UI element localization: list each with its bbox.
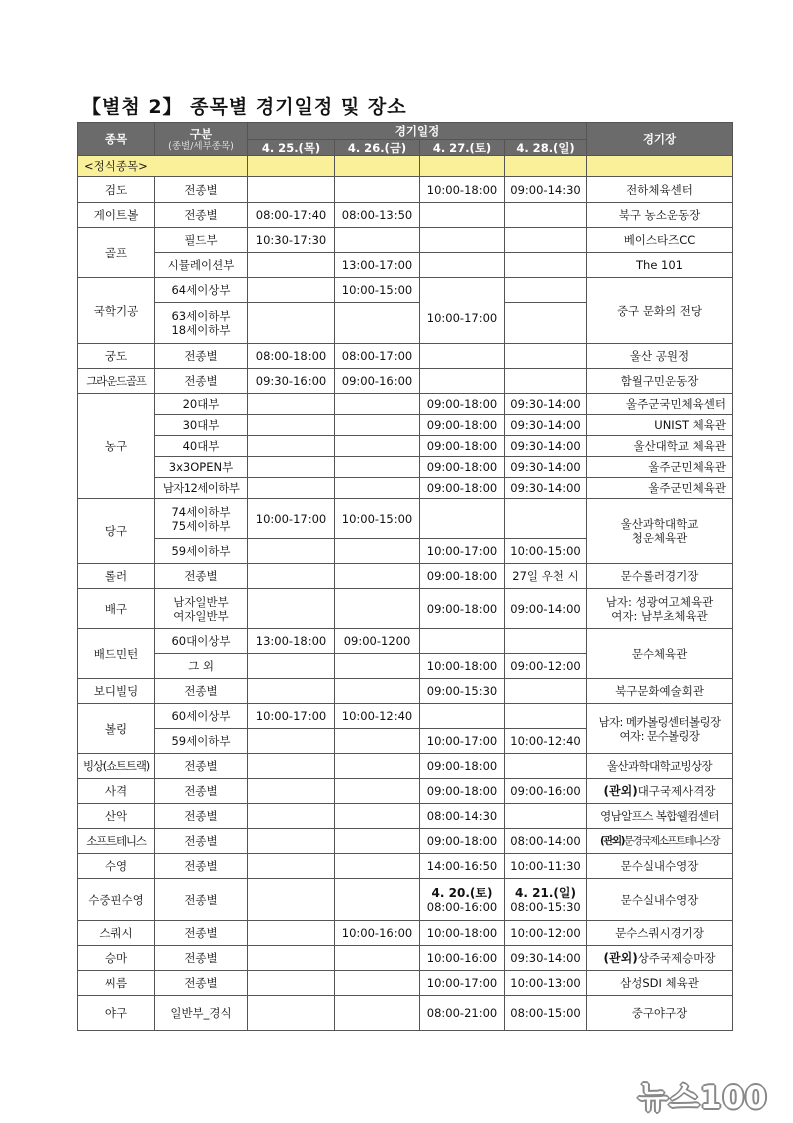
division: 전종별 <box>155 946 248 971</box>
table-row <box>78 629 733 654</box>
venue <box>587 946 733 971</box>
schedule-cell: 09:00-18:00 <box>420 415 505 436</box>
table-row <box>78 344 733 369</box>
category-label: <정식종목> <box>78 156 248 177</box>
schedule-cell: 09:00-18:00 <box>420 779 505 804</box>
division: 그 외 <box>155 654 248 679</box>
schedule-cell: 09:00-14:30 <box>505 177 587 203</box>
schedule-time: 08:00-16:00 <box>426 899 498 914</box>
table-row <box>78 278 733 303</box>
venue: 울주군민체육관 <box>587 478 733 499</box>
schedule-cell: 10:00-18:00 <box>420 921 505 946</box>
venue-line: 여자: 문수볼링장 <box>619 728 700 743</box>
division-line: 74세이하부 <box>171 504 231 519</box>
schedule-cell: 08:00-13:50 <box>335 203 420 228</box>
division: 시뮬레이션부 <box>155 253 248 278</box>
schedule-cell: 10:00-17:00 <box>248 499 335 539</box>
division-line: 75세이하부 <box>171 518 231 533</box>
division: 60대이상부 <box>155 629 248 654</box>
schedule-cell: 08:00-14:00 <box>505 829 587 854</box>
division: 64세이상부 <box>155 278 248 303</box>
schedule-cell: 10:00-18:00 <box>420 654 505 679</box>
schedule-cell: 10:00-16:00 <box>335 921 420 946</box>
venue <box>587 829 733 854</box>
event-name: 야구 <box>78 996 155 1031</box>
division: 전종별 <box>155 344 248 369</box>
event-name: 산악 <box>78 804 155 829</box>
schedule-cell: 13:00-18:00 <box>248 629 335 654</box>
event-name: 골프 <box>78 228 155 278</box>
venue: 문수체육관 <box>587 629 733 679</box>
venue-tag: (관외) <box>603 951 638 965</box>
schedule-cell: 09:00-18:00 <box>420 478 505 499</box>
schedule-cell: 08:00-21:00 <box>420 996 505 1031</box>
schedule-cell: 10:00-17:00 <box>420 539 505 564</box>
division: 남자12세이하부 <box>155 478 248 499</box>
schedule-time: 08:00-15:30 <box>510 899 581 914</box>
table-row <box>78 369 733 394</box>
schedule-date: 4. 20.(토) <box>431 885 493 900</box>
venue: 문수실내수영장 <box>587 854 733 879</box>
table-row <box>78 704 733 729</box>
division: 60세이상부 <box>155 704 248 729</box>
venue-line: 울산과학대학교 <box>620 517 699 531</box>
schedule-cell: 10:00-13:00 <box>505 971 587 996</box>
venue <box>587 704 733 754</box>
event-name: 수영 <box>78 854 155 879</box>
division: 전종별 <box>155 854 248 879</box>
watermark-logo: 뉴스100 <box>638 1080 768 1116</box>
schedule-cell: 10:00-17:00 <box>248 704 335 729</box>
schedule-cell: 10:00-18:00 <box>420 177 505 203</box>
schedule-cell: 09:00-16:00 <box>505 779 587 804</box>
event-name: 보디빌딩 <box>78 679 155 704</box>
schedule-table <box>77 122 733 1031</box>
event-name: 당구 <box>78 499 155 564</box>
schedule-cell: 09:00-18:00 <box>420 436 505 457</box>
event-name: 배구 <box>78 589 155 629</box>
venue <box>587 779 733 804</box>
venue: 전하체육센터 <box>587 177 733 203</box>
division-line: 63세이하부 <box>171 309 231 323</box>
division: 전종별 <box>155 921 248 946</box>
table-row <box>78 946 733 971</box>
division <box>155 303 248 344</box>
schedule-cell: 10:00-15:00 <box>335 499 420 539</box>
table-row <box>78 228 733 253</box>
venue: 삼성SDI 체육관 <box>587 971 733 996</box>
schedule-cell: 08:00-15:00 <box>505 996 587 1031</box>
venue: 울산 공원정 <box>587 344 733 369</box>
event-name: 농구 <box>78 394 155 499</box>
schedule-cell: 09:00-12:00 <box>505 654 587 679</box>
venue: 베이스타즈CC <box>587 228 733 253</box>
division: 전종별 <box>155 369 248 394</box>
table-row <box>78 457 733 478</box>
venue <box>587 499 733 564</box>
venue-name: 상주국제승마장 <box>637 951 716 965</box>
schedule-cell: 14:00-16:50 <box>420 854 505 879</box>
event-name: 승마 <box>78 946 155 971</box>
venue: 중구 문화의 전당 <box>587 278 733 344</box>
division: 전종별 <box>155 879 248 921</box>
venue: 문수실내수영장 <box>587 879 733 921</box>
event-name: 씨름 <box>78 971 155 996</box>
table-row <box>78 499 733 539</box>
division: 59세이하부 <box>155 729 248 754</box>
header-division-label: 구분 <box>189 126 213 141</box>
schedule-cell: 27일 우천 시 <box>505 564 587 589</box>
venue: 북구 농소운동장 <box>587 203 733 228</box>
schedule-cell: 09:00-1200 <box>335 629 420 654</box>
schedule-cell: 09:30-14:00 <box>505 415 587 436</box>
table-row <box>78 779 733 804</box>
schedule-cell: 10:00-17:00 <box>420 971 505 996</box>
division: 전종별 <box>155 203 248 228</box>
schedule-cell: 10:00-11:30 <box>505 854 587 879</box>
table-row <box>78 996 733 1031</box>
schedule-cell: 10:00-17:00 <box>420 278 505 344</box>
venue-tag: (관외) <box>603 784 638 798</box>
division: 20대부 <box>155 394 248 415</box>
schedule-cell: 13:00-17:00 <box>335 253 420 278</box>
event-name: 게이트볼 <box>78 203 155 228</box>
schedule-cell: 09:00-16:00 <box>335 369 420 394</box>
table-row <box>78 879 733 921</box>
division: 30대부 <box>155 415 248 436</box>
table-row <box>78 854 733 879</box>
division: 전종별 <box>155 564 248 589</box>
division <box>155 589 248 629</box>
schedule-cell: 09:00-18:00 <box>420 829 505 854</box>
schedule-cell: 09:00-18:00 <box>420 589 505 629</box>
venue <box>587 589 733 629</box>
division-line: 여자일반부 <box>173 608 229 623</box>
event-name: 배드민턴 <box>78 629 155 679</box>
venue: 울산대학교 체육관 <box>587 436 733 457</box>
schedule-cell: 09:30-14:00 <box>505 436 587 457</box>
division: 59세이하부 <box>155 539 248 564</box>
event-name: 수중핀수영 <box>78 879 155 921</box>
venue-line: 남자: 성광여고체육관 <box>605 594 714 609</box>
venue: 문수스쿼시경기장 <box>587 921 733 946</box>
schedule-cell: 09:30-14:00 <box>505 457 587 478</box>
division: 필드부 <box>155 228 248 253</box>
schedule-cell: 08:00-18:00 <box>248 344 335 369</box>
table-row <box>78 394 733 415</box>
schedule-cell: 10:30-17:30 <box>248 228 335 253</box>
venue-name: 대구국제사격장 <box>637 784 716 798</box>
schedule-cell: 10:00-12:00 <box>505 921 587 946</box>
table-row <box>78 177 733 203</box>
division <box>155 499 248 539</box>
schedule-cell: 09:30-14:00 <box>505 478 587 499</box>
venue-line: 여자: 남부초체육관 <box>611 608 708 623</box>
event-name: 볼링 <box>78 704 155 754</box>
schedule-cell: 10:00-17:00 <box>420 729 505 754</box>
table-row <box>78 253 733 278</box>
schedule-cell: 08:00-14:30 <box>420 804 505 829</box>
venue: 울산과학대학교빙상장 <box>587 754 733 779</box>
division: 40대부 <box>155 436 248 457</box>
division: 일반부_경식 <box>155 996 248 1031</box>
division: 전종별 <box>155 829 248 854</box>
venue: 영남알프스 복합웰컴센터 <box>587 804 733 829</box>
table-row <box>78 804 733 829</box>
venue-tag: (관외) <box>600 835 624 847</box>
venue: 문수롤러경기장 <box>587 564 733 589</box>
event-name: 검도 <box>78 177 155 203</box>
schedule-cell: 09:00-18:00 <box>420 394 505 415</box>
venue-line: 청운체육관 <box>631 531 688 545</box>
schedule-cell: 09:30-14:00 <box>505 394 587 415</box>
table-row <box>78 679 733 704</box>
schedule-cell: 10:00-15:00 <box>505 539 587 564</box>
schedule-cell: 08:00-17:00 <box>335 344 420 369</box>
header-event: 종목 <box>78 123 155 156</box>
event-name: 빙상(쇼트트랙) <box>78 754 155 779</box>
venue: 중구야구장 <box>587 996 733 1031</box>
schedule-cell: 09:30-14:00 <box>505 946 587 971</box>
division: 전종별 <box>155 679 248 704</box>
division: 전종별 <box>155 177 248 203</box>
table-row <box>78 203 733 228</box>
division: 전종별 <box>155 754 248 779</box>
venue: 북구문화예술회관 <box>587 679 733 704</box>
schedule-cell: 09:30-16:00 <box>248 369 335 394</box>
header-venue: 경기장 <box>587 123 733 156</box>
event-name: 스쿼시 <box>78 921 155 946</box>
table-row <box>78 589 733 629</box>
header-date-3: 4. 27.(토) <box>420 140 505 156</box>
division-line: 18세이하부 <box>171 323 231 337</box>
schedule-cell: 10:00-15:00 <box>335 278 420 303</box>
table-row <box>78 971 733 996</box>
header-date-1: 4. 25.(목) <box>248 140 335 156</box>
venue: 울주군민체육관 <box>587 457 733 478</box>
venue-line: 남자: 메카볼링센터볼링장 <box>598 714 721 729</box>
schedule-cell: 10:00-12:40 <box>335 704 420 729</box>
table-row <box>78 754 733 779</box>
schedule-cell: 09:00-18:00 <box>420 564 505 589</box>
schedule-cell: 08:00-17:40 <box>248 203 335 228</box>
event-name: 소프트테니스 <box>78 829 155 854</box>
table-row <box>78 415 733 436</box>
event-name: 사격 <box>78 779 155 804</box>
table-row <box>78 829 733 854</box>
division: 3x3OPEN부 <box>155 457 248 478</box>
schedule-cell: 09:00-18:00 <box>420 457 505 478</box>
schedule-cell <box>505 879 587 921</box>
schedule-cell: 09:00-14:00 <box>505 589 587 629</box>
event-name: 궁도 <box>78 344 155 369</box>
schedule-cell: 09:00-18:00 <box>420 754 505 779</box>
table-row <box>78 436 733 457</box>
event-name: 국학기공 <box>78 278 155 344</box>
table-row <box>78 564 733 589</box>
event-name: 그라운드골프 <box>78 369 155 394</box>
division: 전종별 <box>155 779 248 804</box>
header-date-4: 4. 28.(일) <box>505 140 587 156</box>
header-date-2: 4. 26.(금) <box>335 140 420 156</box>
schedule-cell: 10:00-12:40 <box>505 729 587 754</box>
venue: UNIST 체육관 <box>587 415 733 436</box>
schedule-cell <box>420 879 505 921</box>
division: 전종별 <box>155 971 248 996</box>
document-title: 【별첨 2】 종목별 경기일정 및 장소 <box>82 96 407 118</box>
schedule-date: 4. 21.(일) <box>515 885 576 900</box>
event-name: 롤러 <box>78 564 155 589</box>
venue: The 101 <box>587 253 733 278</box>
venue: 울주군국민체육센터 <box>587 394 733 415</box>
table-row <box>78 921 733 946</box>
venue: 함월구민운동장 <box>587 369 733 394</box>
header-division-sub: (종별/세부종목) <box>168 140 234 152</box>
header-division <box>155 123 248 156</box>
schedule-cell: 10:00-16:00 <box>420 946 505 971</box>
division: 전종별 <box>155 804 248 829</box>
table-row <box>78 478 733 499</box>
division-line: 남자일반부 <box>173 594 229 609</box>
schedule-cell: 09:00-15:30 <box>420 679 505 704</box>
header-schedule: 경기일정 <box>248 123 587 140</box>
venue-name: 문경국제소프트테니스장 <box>623 835 719 847</box>
category-row <box>78 156 733 177</box>
